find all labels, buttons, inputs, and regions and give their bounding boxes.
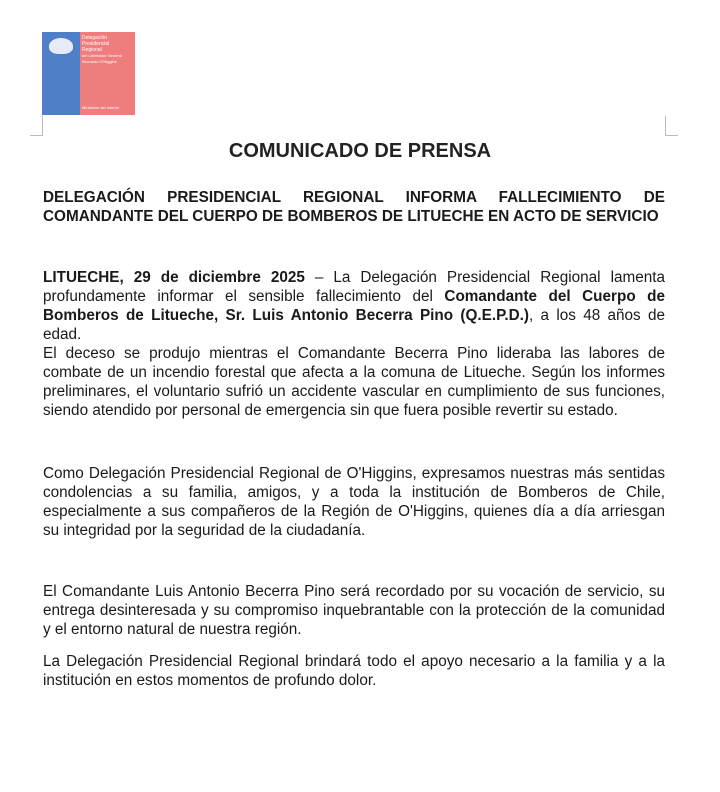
delegacion-logo xyxy=(42,32,135,115)
bold-text: Comandante del Cuerpo de Bomberos de Litueche, Sr. Luis Antonio Becerra Pino (Q.E.P.D.) xyxy=(43,288,666,324)
paragraph-2: Como Delegación Presidencial Regional de O'Higgins, expresamos nuestras más sentidas condolencias a su familia, amigos, y a toda la institución de Bomberos de Chile, especialmente a sus compañeros de la Región de O'Higgins, quienes día a día arriesgan su integridad por la seguridad de la ciudadanía. xyxy=(43,465,665,539)
page-title: COMUNICADO DE PRENSA xyxy=(228,140,492,162)
margin-mark xyxy=(42,116,43,136)
logo-red-panel: Delegación Presidencial Regional del Libertador General Bernardo O'Higgins Ministerio del Interior xyxy=(80,32,135,115)
paragraph-4: La Delegación Presidencial Regional brindará todo el apoyo necesario a la familia y a la institución en estos momentos de profundo dolor. xyxy=(43,653,665,689)
margin-mark xyxy=(665,116,666,136)
logo-ministry: Ministerio del Interior xyxy=(82,105,120,110)
dateline: LITUECHE, 29 de diciembre 2025 xyxy=(43,269,305,286)
paragraph-1b: El deceso se produjo mientras el Comandante Becerra Pino lideraba las labores de combate de un incendio forestal que afecta a la comuna de Litueche. Según los informes preliminares, el voluntario sufrió un accidente vascular en cumplimiento de sus funciones, siendo atendido por personal de emergencia sin que fuera posible revertir su estado. xyxy=(43,345,665,419)
paragraph-1 xyxy=(43,268,665,420)
logo-blue-panel xyxy=(42,32,80,115)
margin-mark xyxy=(666,135,678,136)
text: – La Delegación Presidencial Regional lamenta profundamente informar el sensible fallecimiento del xyxy=(43,269,665,305)
coat-of-arms-icon xyxy=(49,38,73,54)
text: , a los 48 años de edad. xyxy=(43,307,665,343)
headline: DELEGACIÓN PRESIDENCIAL REGIONAL INFORMA FALLECIMIENTO DE COMANDANTE DEL CUERPO DE BOMBEROS DE LITUECHE EN ACTO DE SERVICIO xyxy=(43,189,665,225)
margin-mark xyxy=(30,135,42,136)
paragraph-3: El Comandante Luis Antonio Becerra Pino será recordado por su vocación de servicio, su entrega desinteresada y su compromiso inquebrantable con la protección de la comunidad y el entorno natural de nuestra región. xyxy=(43,583,665,638)
